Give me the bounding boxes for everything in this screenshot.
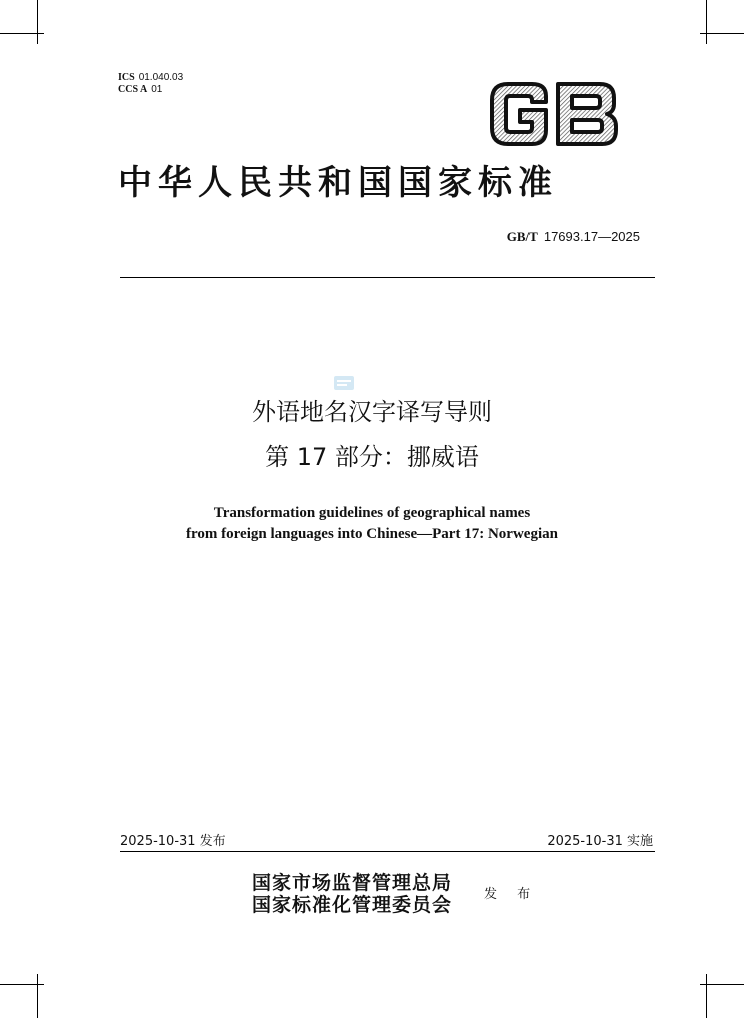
ics-line [118,72,183,84]
title-chinese-line1: 外语地名汉字译写导则 [252,398,492,426]
ics-value: 01.040.03 [138,72,184,83]
ccs-label: CCS A [118,84,148,95]
standard-number-prefix: GB/T [506,229,538,244]
ccs-line [118,84,183,96]
watermark-logo [334,376,354,390]
title-english-line2: from foreign languages into Chinese—Part 17: Norwegian [186,526,558,542]
issuer-block [252,872,452,916]
implementation-date: 2025-10-31 实施 [547,834,653,849]
crop-mark [706,974,707,1018]
crop-mark [37,974,38,1018]
classification-block [118,72,183,96]
crop-mark [706,0,707,44]
bottom-rule [120,851,655,852]
standard-category-heading: 中华人民共和国国家标准 [118,163,558,203]
issue-action-label: 发 布 [484,887,539,902]
title-chinese-line2: 第 17 部分：挪威语 [265,443,479,471]
issuer-line2: 国家标准化管理委员会 [252,894,453,916]
gb-logo [488,80,620,148]
title-english-line1: Transformation guidelines of geographical names [213,505,531,521]
standard-number [507,229,640,245]
crop-mark [700,984,744,985]
ccs-value: 01 [151,84,163,95]
top-rule [120,277,655,278]
ics-label: ICS [118,72,135,83]
standard-number-value: 17693.17—2025 [543,229,640,244]
issuer-line1: 国家市场监督管理总局 [252,872,453,894]
crop-mark [0,984,44,985]
crop-mark [0,33,44,34]
crop-mark [37,0,38,44]
issue-date: 2025-10-31 发布 [120,834,226,849]
crop-mark [700,33,744,34]
